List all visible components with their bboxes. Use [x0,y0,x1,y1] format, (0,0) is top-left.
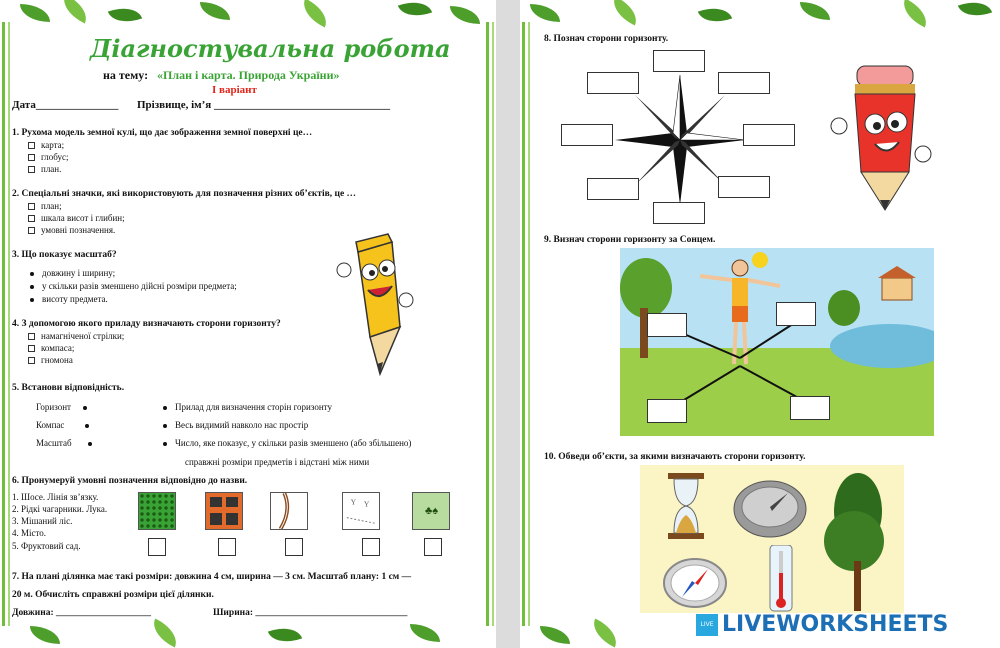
checkbox[interactable] [28,357,35,364]
checkbox[interactable] [28,142,35,149]
thermometer-icon[interactable] [766,545,796,613]
compass-answer-west[interactable] [561,124,613,146]
worksheet-title: Діагностувальна робота [90,34,451,63]
match-left-3[interactable]: Масштаб [36,438,100,448]
symbol-highway [270,492,308,530]
checkbox[interactable] [28,345,35,352]
liveworksheets-watermark [696,612,948,640]
checkbox[interactable] [28,154,35,161]
match-right-1[interactable]: Прилад для визначення сторін горизонту [163,402,332,412]
q4-option-2[interactable]: компаса; [28,343,74,353]
symbol-mixed-forest: ♣♠ [412,492,450,530]
svg-text:Y: Y [350,497,357,507]
compass-answer-south[interactable] [653,202,705,224]
compass-icon[interactable] [662,557,728,609]
right-page [520,0,1000,648]
q2-option-3[interactable]: умовні позначення. [28,225,115,235]
vine-decoration-bottom [0,620,496,648]
vine-decoration-top [0,0,496,28]
compass-answer-north[interactable] [653,50,705,72]
vine-decoration-top [520,0,1000,28]
sun-answer-left-top[interactable] [647,313,687,337]
q1-option-3[interactable]: план. [28,164,61,174]
question-2: 2. Спеціальні значки, які використовують для позначення різних об’єктів, це … [12,189,357,199]
q1-option-2[interactable]: глобус; [28,152,68,162]
variant-label: І варіант [212,84,257,96]
length-field[interactable]: Довжина: ____________________ [12,608,152,618]
checkbox[interactable] [28,227,35,234]
match-right-2[interactable]: Весь видимий навколо нас простір [163,420,308,430]
subtitle-prefix: на тему: [103,68,149,82]
compass-answer-southwest[interactable] [587,178,639,200]
date-field[interactable]: Дата_______________ [12,99,119,111]
q3-option-1[interactable]: довжину і ширину; [30,268,115,278]
legend-item-4: 4. Місто. [12,528,47,538]
name-field[interactable]: Прізвище, ім’я ________________________________ [137,99,391,111]
pencil-character-image [825,62,935,217]
hourglass-icon[interactable] [666,473,706,539]
answer-box-4[interactable] [362,538,380,556]
liveworksheets-logo-text: LIVEWORKSHEETS [722,612,949,637]
answer-box-5[interactable] [424,538,442,556]
left-page [0,0,496,648]
question-4: 4. З допомогою якого приладу визначають сторони горизонту? [12,319,281,329]
vine-frame-right [486,22,494,626]
svg-text:Y: Y [363,499,370,509]
symbol-sparse-shrubs [342,492,380,530]
q2-option-1[interactable]: план; [28,201,62,211]
width-field[interactable]: Ширина: ________________________________ [213,608,408,618]
q4-option-3[interactable]: гномона [28,355,73,365]
subtitle-topic: «План і карта. Природа України» [157,68,340,82]
page-gutter [496,0,520,648]
symbol-orchard [138,492,176,530]
question-3: 3. Що показує масштаб? [12,250,117,260]
legend-item-1: 1. Шосе. Лінія зв’язку. [12,492,99,502]
question-9: 9. Визнач сторони горизонту за Сонцем. [544,235,716,245]
symbol-city [205,492,243,530]
checkbox[interactable] [28,203,35,210]
compass-answer-northeast[interactable] [718,72,770,94]
checkbox[interactable] [28,166,35,173]
pencil-mascot-image [330,232,420,382]
question-5: 5. Встанови відповідність. [12,383,125,393]
question-1: 1. Рухома модель земної кулі, що дає зображення земної поверхні це… [12,128,313,138]
q3-option-3[interactable]: висоту предмета. [30,294,108,304]
match-right-3-continuation: справжні розміри предметів і відстані між ними [185,457,370,467]
sun-answer-right-top[interactable] [776,302,816,326]
answer-box-3[interactable] [285,538,303,556]
question-8: 8. Познач сторони горизонту. [544,34,669,44]
legend-item-3: 3. Мішаний ліс. [12,516,73,526]
vine-frame-left [522,22,530,626]
compass-answer-southeast[interactable] [718,176,770,198]
match-right-3[interactable]: Число, яке показує, у скільки разів зменшено (або збільшено) [163,438,411,448]
objects-panel [640,465,904,613]
sundial-icon[interactable] [732,479,808,539]
question-10: 10. Обведи об’єкти, за якими визначають сторони горизонту. [544,452,806,462]
question-7: 7. На плані ділянка має такі розміри: довжина 4 см, ширина — 3 см. Масштаб плану: 1 см — [12,572,412,582]
checkbox[interactable] [28,215,35,222]
compass-answer-east[interactable] [743,124,795,146]
q2-option-2[interactable]: шкала висот і глибин; [28,213,125,223]
q1-option-1[interactable]: карта; [28,140,64,150]
question-7-continued: 20 м. Обчисліть справжні розміри цієї ділянки. [12,590,214,600]
answer-box-1[interactable] [148,538,166,556]
compass-answer-northwest[interactable] [587,72,639,94]
liveworksheets-logo-badge: LIVE [696,614,718,636]
answer-box-2[interactable] [218,538,236,556]
question-6: 6. Пронумеруй умовні позначення відповідно до назви. [12,476,248,486]
sun-answer-right-bottom[interactable] [790,396,830,420]
match-left-2[interactable]: Компас [36,420,97,430]
legend-item-2: 2. Рідкі чагарники. Лука. [12,504,108,514]
vine-frame-left [2,22,10,626]
checkbox[interactable] [28,333,35,340]
q3-option-2[interactable]: у скільки разів зменшено дійсні розміри предмета; [30,281,237,291]
sun-answer-left-bottom[interactable] [647,399,687,423]
match-left-1[interactable]: Горизонт [36,402,95,412]
tree-icon[interactable] [822,471,894,611]
q4-option-1[interactable]: намагніченої стрілки; [28,331,124,341]
legend-item-5: 5. Фруктовий сад. [12,541,81,551]
